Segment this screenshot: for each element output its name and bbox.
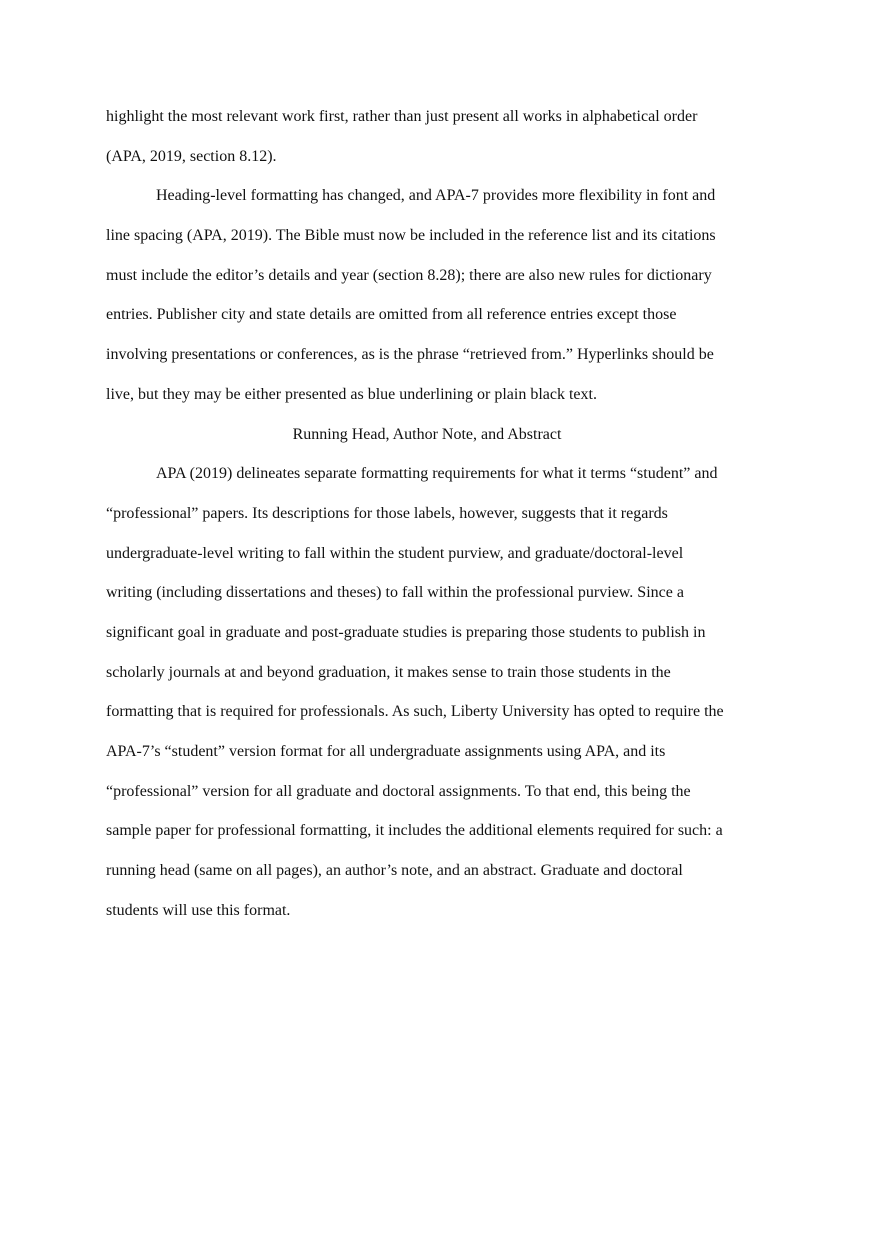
text-line: entries. Publisher city and state details are omitted from all reference entries except those xyxy=(106,306,677,324)
text-line: live, but they may be either presented as blue underlining or plain black text. xyxy=(106,385,597,403)
text-line: Heading-level formatting has changed, and APA-7 provides more flexibility in font and xyxy=(156,187,716,205)
section-heading: Running Head, Author Note, and Abstract xyxy=(292,425,562,443)
text-line: highlight the most relevant work first, rather than just present all works in alphabetical order xyxy=(106,108,698,125)
text-line: “professional” papers. Its descriptions for those labels, however, suggests that it regards xyxy=(106,504,668,522)
text-line: running head (same on all pages), an author’s note, and an abstract. Graduate and doctoral xyxy=(106,862,683,880)
text-line: involving presentations or conferences, as is the phrase “retrieved from.” Hyperlinks should be xyxy=(106,346,714,364)
text-line: scholarly journals at and beyond graduation, it makes sense to train those students in the xyxy=(106,663,671,681)
text-line: line spacing (APA, 2019). The Bible must now be included in the reference list and its citations xyxy=(106,227,716,245)
paragraph-3 xyxy=(106,454,786,930)
document-body xyxy=(106,97,786,930)
text-line: formatting that is required for professionals. As such, Liberty University has opted to require the xyxy=(106,703,724,721)
text-line: (APA, 2019, section 8.12). xyxy=(106,147,277,165)
text-line: significant goal in graduate and post-graduate studies is preparing those students to publish in xyxy=(106,623,706,641)
text-line: APA-7’s “student” version format for all undergraduate assignments using APA, and its xyxy=(106,743,666,760)
text-line: students will use this format. xyxy=(106,901,291,919)
text-line: “professional” version for all graduate and doctoral assignments. To that end, this being the xyxy=(106,782,691,800)
text-line: undergraduate-level writing to fall within the student purview, and graduate/doctoral-level xyxy=(106,544,684,562)
paragraph-1 xyxy=(106,97,786,176)
text-line: sample paper for professional formatting, it includes the additional elements required for such: a xyxy=(106,822,723,840)
text-line: writing (including dissertations and theses) to fall within the professional purview. Since a xyxy=(106,584,684,602)
text-line: APA (2019) delineates separate formatting requirements for what it terms “student” and xyxy=(156,465,718,483)
text-line: must include the editor’s details and year (section 8.28); there are also new rules for dictionary xyxy=(106,266,712,284)
paragraph-2 xyxy=(106,176,786,414)
